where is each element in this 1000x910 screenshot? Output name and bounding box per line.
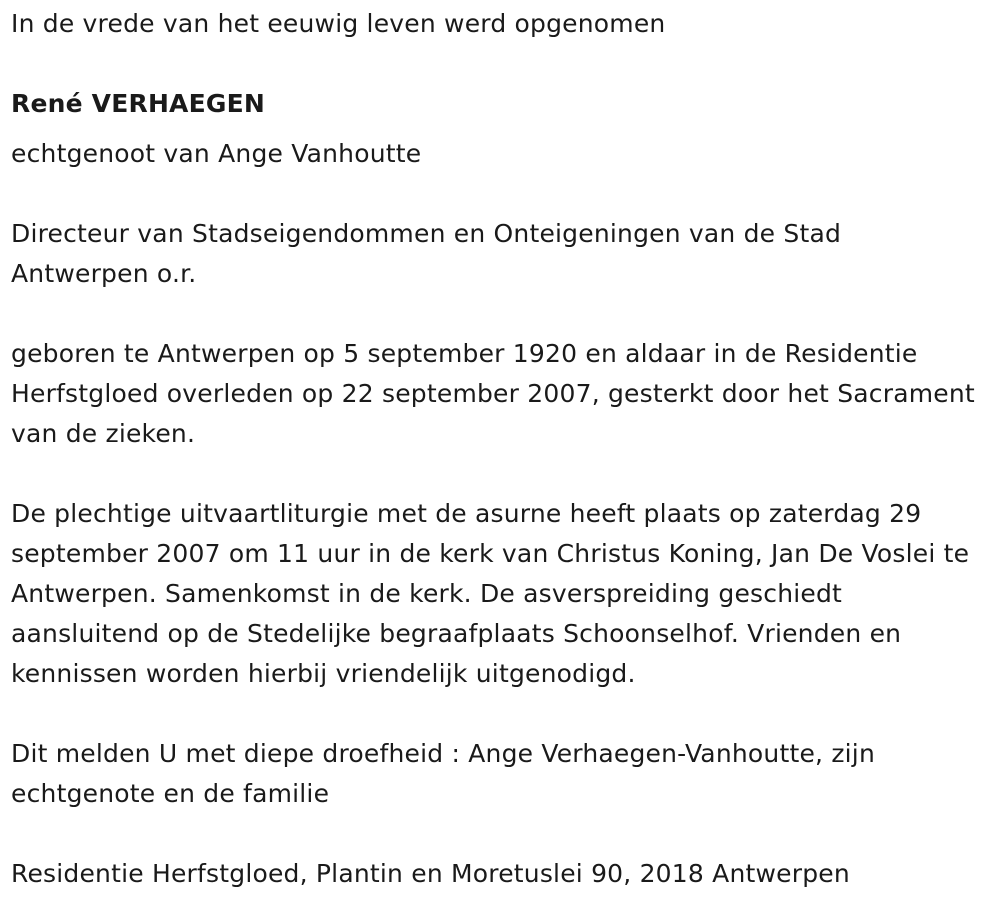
spouse-line: echtgenoot van Ange Vanhoutte — [11, 139, 422, 168]
deceased-name: René VERHAEGEN — [11, 89, 266, 118]
funeral-paragraph: De plechtige uitvaartliturgie met de asurne heeft plaats op zaterdag 29 september 2007 om 11 uur in de kerk van Christus Koning, Jan De Voslei te Antwerpen. Samenkomst in de kerk. De asverspreiding geschiedt aansluitend op de Stedelijke begraafplaats Schoonselhof. Vrienden en kennissen worden hierbij vriendelijk uitgenodigd. — [11, 499, 970, 688]
intro-line: In de vrede van het eeuwig leven werd opgenomen — [11, 9, 666, 38]
obituary-notice — [11, 4, 986, 894]
title-line: Directeur van Stadseigendommen en Onteigeningen van de Stad Antwerpen o.r. — [11, 219, 842, 288]
announcement-paragraph: Dit melden U met diepe droefheid : Ange Verhaegen-Vanhoutte, zijn echtgenote en de familie — [11, 739, 875, 808]
birth-death-paragraph: geboren te Antwerpen op 5 september 1920 en aldaar in de Residentie Herfstgloed overleden op 22 september 2007, gesterkt door het Sacrament van de zieken. — [11, 339, 975, 448]
address-line: Residentie Herfstgloed, Plantin en Moretuslei 90, 2018 Antwerpen — [11, 859, 850, 888]
